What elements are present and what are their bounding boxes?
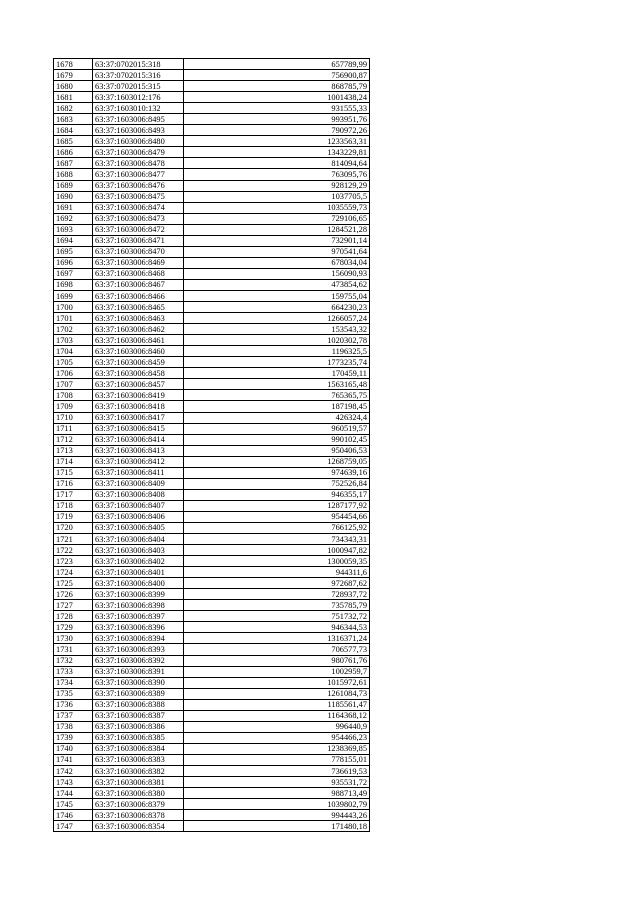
table-row [54,589,370,600]
row-number-cell: 1718 [54,500,93,511]
value-cell: 1037705,5 [184,191,370,202]
row-number-cell: 1737 [54,710,93,721]
row-number-cell: 1694 [54,235,93,246]
value-cell: 706577,73 [184,644,370,655]
table-row [54,456,370,467]
row-number-cell: 1684 [54,125,93,136]
value-cell: 171480,18 [184,821,370,832]
cadastral-number-cell: 63:37:1603006:8471 [93,235,184,246]
table-row [54,478,370,489]
table-row [54,92,370,103]
row-number-cell: 1721 [54,534,93,545]
row-number-cell: 1744 [54,788,93,799]
table-row [54,500,370,511]
table-row [54,302,370,313]
cadastral-number-cell: 63:37:1603006:8408 [93,489,184,500]
cadastral-number-cell: 63:37:1603006:8493 [93,125,184,136]
cadastral-number-cell: 63:37:1603006:8463 [93,313,184,324]
cadastral-number-cell: 63:37:1603006:8381 [93,777,184,788]
row-number-cell: 1691 [54,202,93,213]
value-cell: 946355,17 [184,489,370,500]
cadastral-number-cell: 63:37:1603006:8468 [93,268,184,279]
row-number-cell: 1698 [54,279,93,290]
value-cell: 960519,57 [184,423,370,434]
row-number-cell: 1717 [54,489,93,500]
table-row [54,732,370,743]
value-cell: 993951,76 [184,114,370,125]
table-row [54,136,370,147]
table-row [54,777,370,788]
cadastral-number-cell: 63:37:1603006:8409 [93,478,184,489]
table-row [54,125,370,136]
table-row [54,434,370,445]
value-cell: 1563165,48 [184,379,370,390]
row-number-cell: 1699 [54,290,93,301]
value-cell: 735785,79 [184,600,370,611]
table-row [54,268,370,279]
value-cell: 790972,26 [184,125,370,136]
row-number-cell: 1708 [54,390,93,401]
cadastral-number-cell: 63:37:1603006:8419 [93,390,184,401]
row-number-cell: 1732 [54,655,93,666]
row-number-cell: 1690 [54,191,93,202]
row-number-cell: 1739 [54,732,93,743]
cadastral-number-cell: 63:37:1603006:8413 [93,445,184,456]
row-number-cell: 1688 [54,169,93,180]
row-number-cell: 1723 [54,556,93,567]
table-row [54,59,370,70]
value-cell: 1268759,05 [184,456,370,467]
value-cell: 1238369,85 [184,743,370,754]
row-number-cell: 1695 [54,246,93,257]
value-cell: 950406,53 [184,445,370,456]
value-cell: 732901,14 [184,235,370,246]
table-row [54,390,370,401]
cadastral-number-cell: 63:37:1603006:8407 [93,500,184,511]
cadastral-number-cell: 63:37:1603006:8465 [93,302,184,313]
cadastral-number-cell: 63:37:1603006:8414 [93,434,184,445]
row-number-cell: 1706 [54,368,93,379]
cadastral-number-cell: 63:37:1603006:8406 [93,511,184,522]
cadastral-number-cell: 63:37:1603006:8401 [93,567,184,578]
cadastral-number-cell: 63:37:1603006:8386 [93,721,184,732]
row-number-cell: 1707 [54,379,93,390]
row-number-cell: 1712 [54,434,93,445]
value-cell: 946344,53 [184,622,370,633]
cadastral-number-cell: 63:37:1603006:8477 [93,169,184,180]
value-cell: 170459,11 [184,368,370,379]
value-cell: 766125,92 [184,522,370,533]
row-number-cell: 1716 [54,478,93,489]
table-row [54,633,370,644]
cadastral-number-cell: 63:37:1603006:8467 [93,279,184,290]
cadastral-number-cell: 63:37:1603006:8476 [93,180,184,191]
cadastral-number-cell: 63:37:1603006:8354 [93,821,184,832]
table-row [54,644,370,655]
cadastral-number-cell: 63:37:1603006:8400 [93,578,184,589]
cadastral-number-cell: 63:37:1603006:8472 [93,224,184,235]
value-cell: 990102,45 [184,434,370,445]
row-number-cell: 1724 [54,567,93,578]
value-cell: 1185561,47 [184,699,370,710]
value-cell: 426324,4 [184,412,370,423]
cadastral-number-cell: 63:37:1603006:8390 [93,677,184,688]
table-row [54,235,370,246]
cadastral-number-cell: 63:37:1603006:8415 [93,423,184,434]
table-row [54,324,370,335]
value-cell: 868785,79 [184,81,370,92]
value-cell: 678034,04 [184,257,370,268]
value-cell: 187198,45 [184,401,370,412]
cadastral-number-cell: 63:37:1603006:8479 [93,147,184,158]
cadastral-number-cell: 63:37:1603006:8458 [93,368,184,379]
row-number-cell: 1715 [54,467,93,478]
table-row [54,191,370,202]
value-cell: 931555,33 [184,103,370,114]
value-cell: 729106,65 [184,213,370,224]
value-cell: 1261084,73 [184,688,370,699]
table-row [54,545,370,556]
value-cell: 1233563,31 [184,136,370,147]
cadastral-number-cell: 63:37:1603006:8495 [93,114,184,125]
cadastral-number-cell: 63:37:1603006:8470 [93,246,184,257]
value-cell: 728937,72 [184,589,370,600]
table-row [54,754,370,765]
table-row [54,290,370,301]
table-row [54,169,370,180]
row-number-cell: 1685 [54,136,93,147]
table-row [54,788,370,799]
table-row [54,611,370,622]
row-number-cell: 1697 [54,268,93,279]
row-number-cell: 1713 [54,445,93,456]
row-number-cell: 1733 [54,666,93,677]
cadastral-number-cell: 63:37:1603006:8384 [93,743,184,754]
table-row [54,279,370,290]
value-cell: 765365,75 [184,390,370,401]
row-number-cell: 1700 [54,302,93,313]
cadastral-number-cell: 63:37:1603006:8459 [93,357,184,368]
value-cell: 928129,29 [184,180,370,191]
row-number-cell: 1683 [54,114,93,125]
cadastral-number-cell: 63:37:1603006:8394 [93,633,184,644]
table-row [54,655,370,666]
table-row [54,799,370,810]
row-number-cell: 1730 [54,633,93,644]
value-cell: 763095,76 [184,169,370,180]
row-number-cell: 1735 [54,688,93,699]
table-row [54,202,370,213]
value-cell: 473854,62 [184,279,370,290]
value-cell: 980761,76 [184,655,370,666]
cadastral-number-cell: 63:37:1603006:8393 [93,644,184,655]
cadastral-number-cell: 63:37:1603006:8385 [93,732,184,743]
cadastral-number-cell: 63:37:1603006:8388 [93,699,184,710]
table-row [54,70,370,81]
row-number-cell: 1729 [54,622,93,633]
row-number-cell: 1702 [54,324,93,335]
table-row [54,578,370,589]
cadastral-number-cell: 63:37:1603006:8392 [93,655,184,666]
value-cell: 814094,64 [184,158,370,169]
row-number-cell: 1687 [54,158,93,169]
row-number-cell: 1711 [54,423,93,434]
table-row [54,180,370,191]
table-row [54,821,370,832]
cadastral-number-cell: 63:37:1603006:8405 [93,522,184,533]
cadastral-number-cell: 63:37:1603006:8402 [93,556,184,567]
row-number-cell: 1709 [54,401,93,412]
table-row [54,445,370,456]
cadastral-number-cell: 63:37:0702015:315 [93,81,184,92]
table-row [54,688,370,699]
table-row [54,224,370,235]
value-cell: 1039802,79 [184,799,370,810]
value-cell: 153543,32 [184,324,370,335]
row-number-cell: 1736 [54,699,93,710]
row-number-cell: 1678 [54,59,93,70]
table-row [54,357,370,368]
table-row [54,213,370,224]
value-cell: 159755,04 [184,290,370,301]
row-number-cell: 1710 [54,412,93,423]
row-number-cell: 1743 [54,777,93,788]
table-row [54,423,370,434]
value-cell: 935531,72 [184,777,370,788]
cadastral-number-cell: 63:37:1603006:8378 [93,810,184,821]
table-row [54,335,370,346]
table-row [54,313,370,324]
cadastral-number-cell: 63:37:1603006:8380 [93,788,184,799]
value-cell: 1300059,35 [184,556,370,567]
cadastral-number-cell: 63:37:1603006:8469 [93,257,184,268]
value-cell: 970541,64 [184,246,370,257]
value-cell: 657789,99 [184,59,370,70]
cadastral-number-cell: 63:37:0702015:318 [93,59,184,70]
table-row [54,489,370,500]
row-number-cell: 1714 [54,456,93,467]
row-number-cell: 1745 [54,799,93,810]
cadastral-number-cell: 63:37:1603006:8412 [93,456,184,467]
cadastral-number-cell: 63:37:1603006:8474 [93,202,184,213]
value-cell: 1015972,61 [184,677,370,688]
cadastral-number-cell: 63:37:1603006:8417 [93,412,184,423]
value-cell: 736619,53 [184,766,370,777]
cadastral-number-cell: 63:37:1603006:8383 [93,754,184,765]
row-number-cell: 1693 [54,224,93,235]
cadastral-number-cell: 63:37:1603012:176 [93,92,184,103]
value-cell: 1287177,92 [184,500,370,511]
row-number-cell: 1681 [54,92,93,103]
table-row [54,511,370,522]
row-number-cell: 1731 [54,644,93,655]
cadastral-number-cell: 63:37:1603006:8475 [93,191,184,202]
value-cell: 751732,72 [184,611,370,622]
table-row [54,699,370,710]
value-cell: 664230,23 [184,302,370,313]
table-row [54,710,370,721]
table-row [54,158,370,169]
cadastral-number-cell: 63:37:1603006:8382 [93,766,184,777]
cadastral-number-cell: 63:37:1603006:8397 [93,611,184,622]
value-cell: 1343229,81 [184,147,370,158]
value-cell: 756900,87 [184,70,370,81]
table-row [54,677,370,688]
row-number-cell: 1705 [54,357,93,368]
value-cell: 1164368,12 [184,710,370,721]
row-number-cell: 1719 [54,511,93,522]
table-row [54,666,370,677]
cadastral-number-cell: 63:37:1603006:8457 [93,379,184,390]
value-cell: 1000947,82 [184,545,370,556]
table-row [54,600,370,611]
value-cell: 1035559,73 [184,202,370,213]
row-number-cell: 1704 [54,346,93,357]
value-cell: 954466,23 [184,732,370,743]
table-row [54,246,370,257]
cadastral-number-cell: 63:37:1603006:8398 [93,600,184,611]
table-row [54,81,370,92]
value-cell: 954454,66 [184,511,370,522]
cadastral-number-cell: 63:37:1603006:8462 [93,324,184,335]
value-cell: 1001438,24 [184,92,370,103]
table-row [54,766,370,777]
table-body [54,59,370,832]
cadastral-number-cell: 63:37:1603006:8404 [93,534,184,545]
table-row [54,743,370,754]
cadastral-number-cell: 63:37:1603006:8460 [93,346,184,357]
cadastral-number-cell: 63:37:1603006:8387 [93,710,184,721]
row-number-cell: 1679 [54,70,93,81]
row-number-cell: 1682 [54,103,93,114]
table-row [54,721,370,732]
row-number-cell: 1686 [54,147,93,158]
cadastral-number-cell: 63:37:1603006:8399 [93,589,184,600]
table-row [54,147,370,158]
row-number-cell: 1725 [54,578,93,589]
row-number-cell: 1746 [54,810,93,821]
value-cell: 1266057,24 [184,313,370,324]
value-cell: 1002959,7 [184,666,370,677]
cadastral-number-cell: 63:37:1603006:8480 [93,136,184,147]
row-number-cell: 1703 [54,335,93,346]
value-cell: 1196325,5 [184,346,370,357]
row-number-cell: 1728 [54,611,93,622]
value-cell: 974639,16 [184,467,370,478]
value-cell: 752526,84 [184,478,370,489]
cadastral-value-table [53,58,370,832]
value-cell: 778155,01 [184,754,370,765]
value-cell: 734343,31 [184,534,370,545]
value-cell: 156090,93 [184,268,370,279]
table-row [54,379,370,390]
value-cell: 996440,9 [184,721,370,732]
value-cell: 988713,49 [184,788,370,799]
table-row [54,534,370,545]
table-row [54,103,370,114]
value-cell: 1316371,24 [184,633,370,644]
row-number-cell: 1734 [54,677,93,688]
table-row [54,567,370,578]
row-number-cell: 1738 [54,721,93,732]
row-number-cell: 1741 [54,754,93,765]
table-row [54,467,370,478]
table-row [54,622,370,633]
value-cell: 1020302,78 [184,335,370,346]
cadastral-number-cell: 63:37:1603006:8379 [93,799,184,810]
row-number-cell: 1727 [54,600,93,611]
table-row [54,368,370,379]
value-cell: 972687,62 [184,578,370,589]
row-number-cell: 1747 [54,821,93,832]
row-number-cell: 1722 [54,545,93,556]
cadastral-number-cell: 63:37:0702015:316 [93,70,184,81]
row-number-cell: 1726 [54,589,93,600]
row-number-cell: 1692 [54,213,93,224]
value-cell: 1773235,74 [184,357,370,368]
cadastral-number-cell: 63:37:1603006:8396 [93,622,184,633]
table-row [54,346,370,357]
cadastral-number-cell: 63:37:1603006:8461 [93,335,184,346]
row-number-cell: 1680 [54,81,93,92]
value-cell: 944311,6 [184,567,370,578]
cadastral-number-cell: 63:37:1603010:132 [93,103,184,114]
cadastral-number-cell: 63:37:1603006:8403 [93,545,184,556]
cadastral-number-cell: 63:37:1603006:8411 [93,467,184,478]
cadastral-number-cell: 63:37:1603006:8473 [93,213,184,224]
table-row [54,401,370,412]
row-number-cell: 1740 [54,743,93,754]
table-row [54,257,370,268]
cadastral-number-cell: 63:37:1603006:8466 [93,290,184,301]
row-number-cell: 1720 [54,522,93,533]
table-row [54,412,370,423]
value-cell: 994443,26 [184,810,370,821]
table-row [54,522,370,533]
row-number-cell: 1742 [54,766,93,777]
row-number-cell: 1701 [54,313,93,324]
cadastral-number-cell: 63:37:1603006:8391 [93,666,184,677]
cadastral-number-cell: 63:37:1603006:8478 [93,158,184,169]
cadastral-number-cell: 63:37:1603006:8418 [93,401,184,412]
value-cell: 1284521,28 [184,224,370,235]
cadastral-number-cell: 63:37:1603006:8389 [93,688,184,699]
table-row [54,810,370,821]
row-number-cell: 1689 [54,180,93,191]
row-number-cell: 1696 [54,257,93,268]
table-row [54,556,370,567]
table-row [54,114,370,125]
